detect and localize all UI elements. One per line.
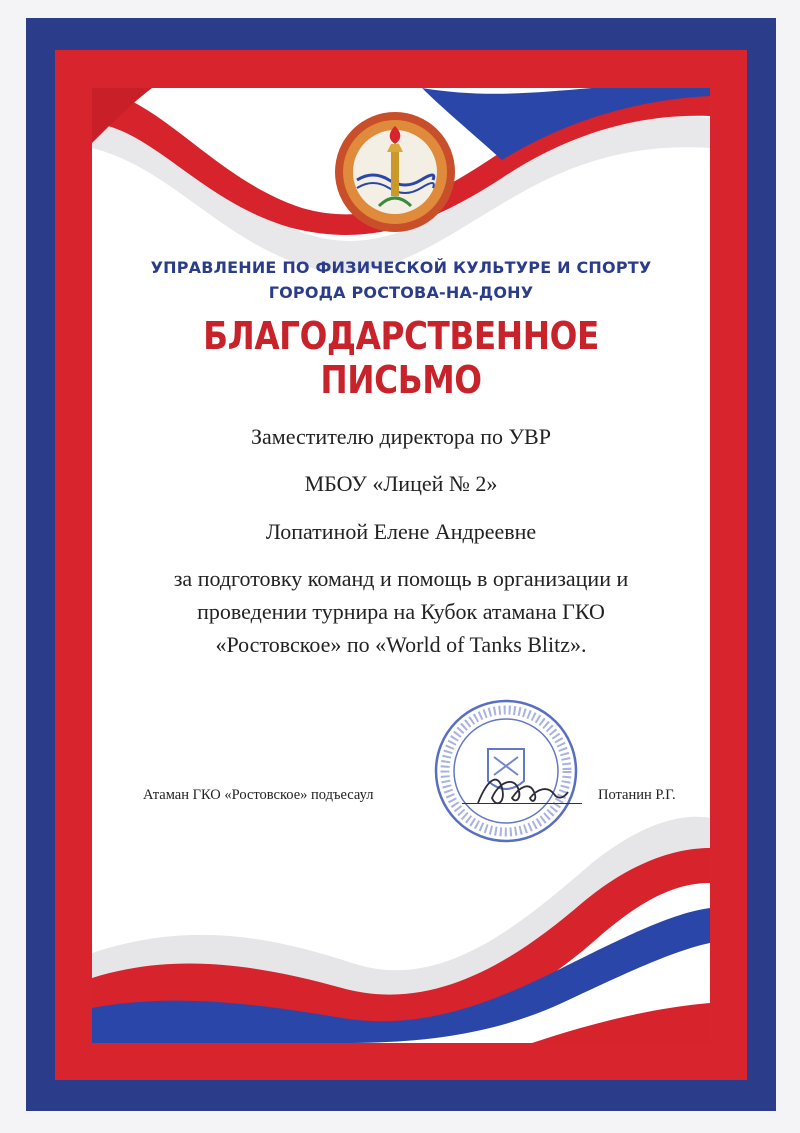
signatory-name: Потанин Р.Г. <box>598 787 676 803</box>
organization-line-2: ГОРОДА РОСТОВА-НА-ДОНУ <box>268 283 534 302</box>
reason-line-3: «Ростовское» по «World of Tanks Blitz». <box>215 632 587 657</box>
reason-line-1: за подготовку команд и помощь в организации и <box>173 566 629 591</box>
organization-line-1: УПРАВЛЕНИЕ ПО ФИЗИЧЕСКОЙ КУЛЬТУРЕ И СПОРТУ <box>150 258 652 277</box>
recipient-school: МБОУ «Лицей № 2» <box>304 471 498 496</box>
recipient-position: Заместителю директора по УВР <box>251 424 551 449</box>
torch-emblem-icon <box>333 110 457 234</box>
reason-line-2: проведении турнира на Кубок атамана ГКО <box>197 599 605 624</box>
recipient-name: Лопатиной Елене Андреевне <box>265 519 537 544</box>
signatory-role: Атаман ГКО «Ростовское» подъесаул <box>143 787 374 803</box>
tricolor-ribbon-bottom <box>92 803 710 1043</box>
document-title: БЛАГОДАРСТВЕННОЕ ПИСЬМО <box>203 314 599 402</box>
handwritten-signature-icon <box>468 758 578 818</box>
